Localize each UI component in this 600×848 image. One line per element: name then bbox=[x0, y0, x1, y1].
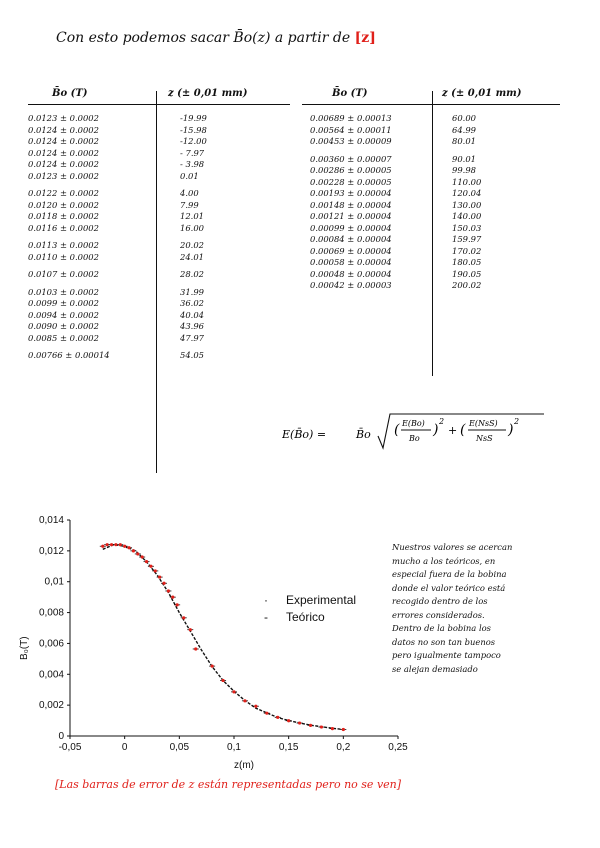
table-cell-b: 0.00193 ± 0.00004 bbox=[310, 188, 392, 198]
table-cell-b: 0.0123 ± 0.0002 bbox=[28, 170, 99, 181]
table-cell-b: 0.0107 ± 0.0002 bbox=[28, 269, 99, 279]
table-cell-b: 0.0085 ± 0.0002 bbox=[28, 332, 99, 343]
left-col1-header: B̄o (T) bbox=[52, 88, 88, 99]
y-tick-label: 0,004 bbox=[38, 669, 64, 681]
y-tick-label: 0,01 bbox=[44, 576, 64, 588]
table-cell-b: 0.00148 ± 0.00004 bbox=[310, 199, 392, 210]
data-point bbox=[106, 543, 109, 546]
left-header-rule bbox=[28, 104, 290, 105]
table-cell-z: 12.01 bbox=[180, 211, 204, 221]
table-cell-b: 0.0103 ± 0.0002 bbox=[28, 286, 99, 297]
handwritten-note bbox=[392, 541, 512, 676]
y-tick-label: 0,008 bbox=[38, 607, 64, 619]
data-point bbox=[114, 543, 117, 546]
table-cell-z: 20.02 bbox=[180, 240, 204, 250]
chart-legend bbox=[264, 593, 356, 624]
table-cell-b: 0.00564 ± 0.00011 bbox=[310, 124, 392, 135]
y-tick-label: 0 bbox=[58, 731, 64, 742]
data-point bbox=[298, 721, 301, 724]
data-point bbox=[265, 712, 268, 715]
table-cell-z: 190.05 bbox=[452, 268, 482, 279]
data-point bbox=[232, 690, 235, 693]
term1-denominator: Bo bbox=[409, 434, 420, 443]
table-cell-z: 36.02 bbox=[180, 298, 204, 308]
table-cell-b: 0.0124 ± 0.0002 bbox=[28, 159, 99, 169]
table-cell-b: 0.00228 ± 0.00005 bbox=[310, 176, 392, 187]
data-point bbox=[154, 569, 157, 572]
data-point bbox=[141, 555, 144, 558]
data-point bbox=[254, 705, 257, 708]
legend-experimental: Experimental bbox=[286, 593, 357, 607]
table-cell-z: 24.01 bbox=[180, 251, 204, 262]
left-data-table bbox=[28, 88, 290, 473]
x-tick-label: 0 bbox=[121, 742, 128, 753]
table-cell-b: 0.00042 ± 0.00003 bbox=[310, 280, 392, 290]
table-cell-z: 28.02 bbox=[180, 269, 204, 279]
formula-lhs: E(B̄o) = bbox=[282, 428, 327, 441]
table-cell-z: 0.01 bbox=[180, 170, 199, 181]
data-point bbox=[167, 589, 170, 592]
table-cell-b: 0.0124 ± 0.0002 bbox=[28, 136, 99, 146]
table-cell-z: 180.05 bbox=[452, 257, 482, 267]
note-line: errores considerados. bbox=[392, 609, 485, 620]
data-point bbox=[309, 724, 312, 727]
legend-theory: Teórico bbox=[286, 610, 325, 624]
data-point bbox=[110, 543, 113, 546]
svg-text:): ) bbox=[508, 422, 514, 438]
x-tick-label: -0,05 bbox=[58, 742, 82, 753]
legend-marker-experimental: · bbox=[264, 593, 268, 607]
data-point bbox=[276, 716, 279, 719]
data-point bbox=[123, 545, 126, 548]
table-cell-z: 4.00 bbox=[180, 188, 199, 198]
formula-graphic bbox=[282, 408, 552, 458]
svg-text:+: + bbox=[448, 424, 458, 437]
note-line: pero igualmente tampoco bbox=[392, 650, 501, 660]
table-cell-b: 0.0099 ± 0.0002 bbox=[28, 298, 99, 308]
table-cell-z: 90.01 bbox=[452, 153, 476, 164]
data-point bbox=[101, 545, 104, 548]
table-cell-b: 0.0118 ± 0.0002 bbox=[28, 211, 99, 221]
x-tick-label: 0,05 bbox=[169, 742, 190, 753]
x-tick-label: 0,1 bbox=[227, 742, 241, 753]
y-tick-label: 0,002 bbox=[38, 700, 64, 712]
x-tick-label: 0,15 bbox=[278, 742, 299, 753]
left-column-divider bbox=[156, 91, 157, 473]
table-cell-b: 0.00453 ± 0.00009 bbox=[310, 136, 392, 146]
data-point bbox=[182, 616, 185, 619]
table-cell-z: -15.98 bbox=[180, 124, 207, 135]
table-cell-z: 150.03 bbox=[452, 222, 482, 233]
table-cell-z: 110.00 bbox=[452, 176, 482, 187]
table-cell-b: 0.00069 ± 0.00004 bbox=[310, 245, 392, 256]
y-tick-label: 0,012 bbox=[38, 545, 64, 557]
table-cell-b: 0.0110 ± 0.0002 bbox=[28, 251, 99, 262]
data-point bbox=[132, 549, 135, 552]
table-cell-b: 0.0124 ± 0.0002 bbox=[28, 124, 99, 135]
data-point bbox=[194, 647, 197, 650]
formula-factor: B̄o bbox=[356, 428, 371, 441]
data-point bbox=[136, 552, 139, 555]
data-point bbox=[145, 560, 148, 563]
data-point bbox=[221, 679, 224, 682]
y-tick-label: 0,006 bbox=[38, 638, 64, 650]
note-line: donde el valor teórico está bbox=[392, 582, 506, 593]
data-point bbox=[119, 543, 122, 546]
left-b-column bbox=[28, 113, 110, 362]
note-line: datos no son tan buenos bbox=[392, 636, 496, 647]
right-col1-header: B̄o (T) bbox=[332, 88, 368, 99]
table-cell-b: 0.00099 ± 0.00004 bbox=[310, 222, 392, 233]
svg-text:2: 2 bbox=[439, 417, 445, 426]
table-cell-z: 64.99 bbox=[452, 124, 476, 135]
table-cell-z: 200.02 bbox=[452, 280, 482, 290]
note-line: mucho a los teóricos, en bbox=[392, 555, 496, 566]
table-cell-z: 159.97 bbox=[452, 234, 482, 244]
legend-marker-theory: - bbox=[264, 610, 268, 624]
table-cell-z: 47.97 bbox=[180, 332, 204, 343]
data-point bbox=[171, 596, 174, 599]
data-point bbox=[162, 582, 165, 585]
table-cell-b: 0.00360 ± 0.00007 bbox=[310, 153, 392, 164]
table-cell-b: 0.00058 ± 0.00004 bbox=[310, 257, 392, 267]
chart-axes bbox=[67, 520, 398, 739]
table-cell-z: 170.02 bbox=[452, 245, 482, 256]
right-column-divider bbox=[432, 91, 433, 376]
x-axis-label: z(m) bbox=[234, 760, 254, 771]
svg-text:(: ( bbox=[394, 422, 400, 438]
table-cell-z: 43.96 bbox=[180, 321, 204, 331]
theory-curve bbox=[103, 545, 343, 730]
svg-text:): ) bbox=[433, 422, 439, 438]
error-formula bbox=[282, 408, 552, 461]
table-cell-z: 40.04 bbox=[180, 309, 204, 320]
data-point bbox=[243, 699, 246, 702]
theory-series bbox=[103, 545, 343, 730]
x-tick-label: 0,2 bbox=[336, 742, 351, 753]
table-cell-z: 7.99 bbox=[180, 199, 199, 210]
table-cell-b: 0.00286 ± 0.00005 bbox=[310, 165, 392, 175]
table-cell-z: 99.98 bbox=[452, 165, 476, 175]
table-cell-b: 0.00084 ± 0.00004 bbox=[310, 234, 392, 244]
table-cell-b: 0.0090 ± 0.0002 bbox=[28, 321, 99, 331]
x-tick-label: 0,25 bbox=[388, 742, 408, 753]
svg-text:(: ( bbox=[460, 422, 466, 438]
table-cell-z: 120.04 bbox=[452, 188, 482, 198]
svg-text:2: 2 bbox=[514, 417, 520, 426]
experimental-series bbox=[100, 543, 347, 731]
footer-note: [Las barras de error de z están representadas pero no se ven] bbox=[55, 778, 402, 791]
table-cell-z: 60.00 bbox=[452, 113, 476, 123]
data-point bbox=[158, 575, 161, 578]
heading-text: Con esto podemos sacar B̄o(z) a partir de bbox=[56, 30, 351, 46]
table-cell-b: 0.00121 ± 0.00004 bbox=[310, 211, 392, 221]
table-cell-z: - 3.98 bbox=[180, 159, 205, 169]
table-cell-b: 0.0116 ± 0.0002 bbox=[28, 222, 99, 233]
table-cell-z: 80.01 bbox=[452, 136, 476, 146]
right-header-rule bbox=[302, 104, 560, 105]
table-cell-b: 0.0122 ± 0.0002 bbox=[28, 188, 99, 198]
data-point bbox=[176, 603, 179, 606]
heading-highlight: [z] bbox=[354, 30, 376, 46]
table-cell-b: 0.0094 ± 0.0002 bbox=[28, 309, 99, 320]
right-col2-header: z (± 0,01 mm) bbox=[442, 88, 522, 99]
data-point bbox=[149, 565, 152, 568]
data-point bbox=[320, 725, 323, 728]
right-b-column bbox=[310, 113, 392, 292]
term2-numerator: E(NsS) bbox=[469, 419, 498, 428]
tick-labels bbox=[39, 515, 408, 753]
data-point bbox=[127, 546, 130, 549]
table-cell-b: 0.0124 ± 0.0002 bbox=[28, 147, 99, 158]
table-cell-z: 31.99 bbox=[180, 286, 204, 297]
left-z-column bbox=[180, 113, 207, 362]
data-point bbox=[342, 728, 345, 731]
y-tick-label: 0,014 bbox=[38, 515, 64, 526]
table-cell-b: 0.0123 ± 0.0002 bbox=[28, 113, 99, 123]
table-cell-z: - 7.97 bbox=[180, 147, 205, 158]
term1-numerator: E(Bo) bbox=[402, 419, 425, 428]
right-z-column bbox=[452, 113, 481, 292]
table-cell-z: -19.99 bbox=[180, 113, 207, 123]
table-cell-z: 16.00 bbox=[180, 222, 204, 233]
table-cell-b: 0.00048 ± 0.00004 bbox=[310, 268, 392, 279]
left-col2-header: z (± 0,01 mm) bbox=[168, 88, 248, 99]
table-cell-b: 0.0113 ± 0.0002 bbox=[28, 240, 99, 250]
table-cell-b: 0.0120 ± 0.0002 bbox=[28, 199, 99, 210]
note-line: Dentro de la bobina los bbox=[392, 623, 491, 633]
note-line: recogido dentro de los bbox=[392, 596, 488, 606]
term2-denominator: NsS bbox=[476, 434, 493, 443]
data-point bbox=[331, 727, 334, 730]
right-data-table bbox=[302, 88, 560, 378]
data-point bbox=[211, 665, 214, 668]
note-line: especial fuera de la bobina bbox=[392, 569, 507, 579]
y-axis-label: B₀(T) bbox=[19, 636, 30, 660]
table-cell-z: 140.00 bbox=[452, 211, 482, 221]
table-cell-z: 130.00 bbox=[452, 199, 482, 210]
note-line: Nuestros valores se acercan bbox=[392, 542, 513, 552]
table-cell-z: -12.00 bbox=[180, 136, 207, 146]
data-point bbox=[189, 628, 192, 631]
table-cell-b: 0.00766 ± 0.00014 bbox=[28, 350, 110, 360]
note-line: se alejan demasiado bbox=[392, 663, 478, 674]
table-cell-z: 54.05 bbox=[180, 350, 204, 360]
data-point bbox=[287, 719, 290, 722]
page-heading bbox=[56, 30, 376, 46]
table-cell-b: 0.00689 ± 0.00013 bbox=[310, 113, 392, 123]
